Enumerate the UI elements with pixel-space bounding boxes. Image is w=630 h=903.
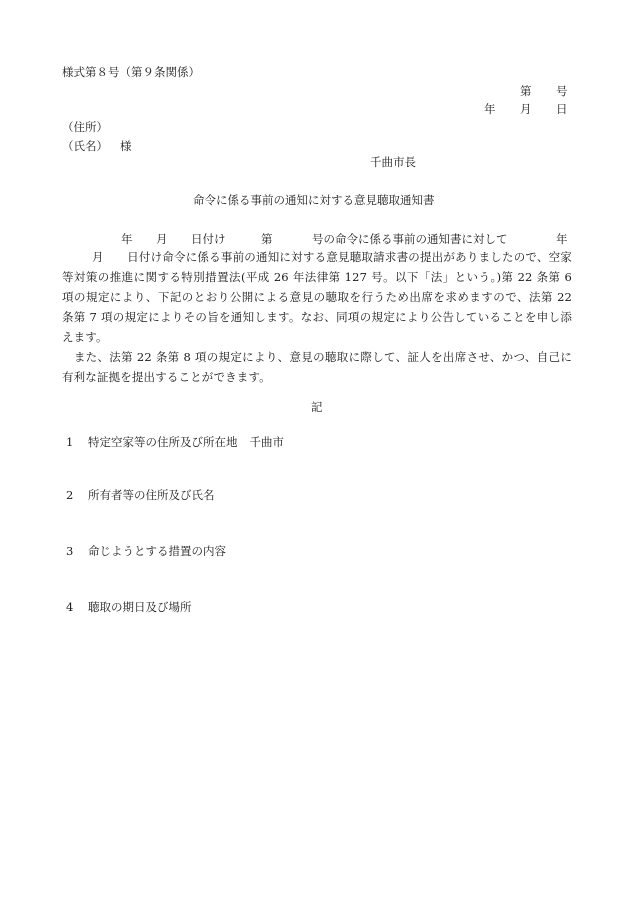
body-paragraphs <box>62 247 572 387</box>
item-4 <box>66 602 192 614</box>
item-2-label: 所有者等の住所及び氏名 <box>88 488 215 502</box>
ref-year: 年 <box>121 232 133 246</box>
form-number: 様式第８号（第９条関係） <box>62 65 200 79</box>
doc-number-dai: 第 <box>520 84 532 98</box>
item-2-number: 2 <box>66 488 74 502</box>
item-3-number: 3 <box>66 544 74 558</box>
item-4-label: 聴取の期日及び場所 <box>88 600 192 614</box>
doc-date-day: 日 <box>556 102 568 116</box>
issuer: 千曲市長 <box>370 155 416 169</box>
item-4-number: 4 <box>66 600 74 614</box>
name-label: （氏名） <box>62 139 108 153</box>
document-title: 命令に係る事前の通知に対する意見聴取通知書 <box>193 193 435 207</box>
paragraph-1: 月 日付け命令に係る事前の通知に対する意見聴取請求書の提出がありましたので、空家等対策の推進に関する特別措置法(平成 26 年法律第 127 号。以下「法」という。)第 22 条第 6 項の規定により、下記のとおり公開による意見の聴取を行うため出席を求めますので、法第 22 条第 7 項の規定によりその旨を通知します。なお、同項の規定により公告していることを申し添えます。 <box>62 250 572 344</box>
sama: 様 <box>120 139 132 153</box>
item-2 <box>66 490 215 502</box>
ref-go-text: 号の命令に係る事前の通知書に対して <box>312 232 508 246</box>
doc-date-month: 月 <box>520 102 532 116</box>
item-3 <box>66 546 226 558</box>
item-3-label: 命じようとする措置の内容 <box>88 544 226 558</box>
ref-dai: 第 <box>261 232 273 246</box>
ref-hizuke: 日付け <box>191 232 226 246</box>
ki-heading: 記 <box>311 400 323 414</box>
paragraph-2: また、法第 22 条第 8 項の規定により、意見の聴取に際して、証人を出席させ、かつ、自己に有利な証拠を提出することができます。 <box>62 350 572 384</box>
doc-date-year: 年 <box>484 102 496 116</box>
item-1-number: 1 <box>66 435 74 449</box>
item-1-label: 特定空家等の住所及び所在地 <box>88 435 238 449</box>
doc-number-go: 号 <box>556 84 568 98</box>
reference-line <box>0 234 630 248</box>
ref-month: 月 <box>156 232 168 246</box>
item-1 <box>66 437 284 449</box>
address-label: （住所） <box>62 120 108 134</box>
ref-year2: 年 <box>556 232 568 246</box>
item-1-value: 千曲市 <box>249 435 284 449</box>
